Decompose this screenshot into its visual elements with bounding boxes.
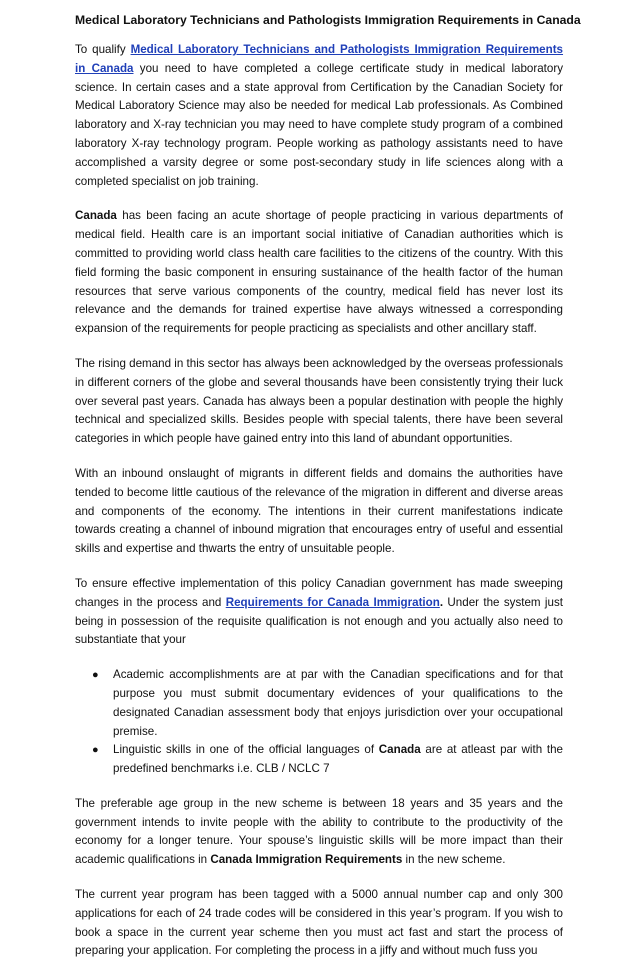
paragraph-text: you need to have completed a college certificate study in medical laboratory science. In certain cases and a state approval from Certification by the Canadian Society for Medical Laboratory Science may also be needed for medical Lab professionals. As Combined laboratory and X-ray technician you may need to have complete study program of a combined laboratory X-ray technology program. People working as pathology assistants need to have accomplished a varsity degree or some post-secondary study in life sciences along with a completed specialist on job training. [75, 61, 564, 188]
bullet-icon: ● [92, 744, 99, 757]
paragraph-qualify [75, 41, 563, 191]
list-item-text: Academic accomplishments are at par with the Canadian specifications and for that purpose you must submit documentary evidences of your qualifications to the designated Canadian assessment body that enjoys jurisdiction over your occupational premise. [113, 668, 563, 738]
list-item [92, 741, 563, 779]
list-item-text: are at atleast par with the predefined benchmarks i.e. CLB / NCLC 7 [113, 743, 563, 776]
period: . [439, 595, 444, 609]
list-item [92, 666, 563, 741]
paragraph-text: Under the system just being in possession of the requisite qualification is not enough and you actually also need to substantiate that your [75, 595, 563, 647]
paragraph-shortage [75, 207, 563, 339]
requirements-list [75, 666, 563, 779]
paragraph-policy [75, 575, 563, 650]
list-item-text: Linguistic skills in one of the official languages of [113, 743, 379, 757]
paragraph-text: To qualify [75, 43, 131, 56]
paragraph-text: To ensure effective implementation of this policy Canadian government has made sweeping changes in the process and [75, 576, 563, 609]
immigration-requirements-link[interactable]: Medical Laboratory Technicians and Pathologists Immigration Requirements in Canada [75, 43, 564, 75]
paragraph-age-group [75, 795, 563, 870]
bold-canada: Canada [75, 209, 117, 223]
bullet-icon: ● [92, 669, 99, 682]
page-title: Medical Laboratory Technicians and Pathologists Immigration Requirements in Canada [75, 13, 581, 27]
bold-requirements: Canada Immigration Requirements [210, 853, 403, 867]
paragraph-text: The preferable age group in the new scheme is between 18 years and 35 years and the government intends to invite people with the ability to contribute to the productivity of the economy for a longer tenure. Your spouse’s linguistic skills will be more impact than their academic qualifications in [75, 796, 563, 867]
document-page [75, 12, 581, 977]
bold-canada: Canada [378, 743, 421, 757]
paragraph-text: has been facing an acute shortage of people practicing in various departments of medical field. Health care is an important social initiative of Canadian authorities which is committed to providing world class health care facilities to the citizens of the country. With this field forming the basic component in ensuring sustainance of the health factor of the human resources that serve various components of the country, medical field has never lost its relevance and the demands for trained expertise have always witnessed a corresponding expansion of the requirements for people practicing as specialists and other ancillary staff. [75, 209, 563, 336]
canada-immigration-link[interactable]: Requirements for Canada Immigration [225, 595, 440, 609]
paragraph-inbound-migrants: With an inbound onslaught of migrants in different fields and domains the authorities have tended to become little cautious of the relevance of the migration in different and diverse areas and components of the economy. The intentions in their current manifestations indicate towards creating a channel of inbound migration that encourages entry of useful and essential skills and expertise and thwarts the entry of unsuitable people. [75, 466, 563, 556]
paragraph-text: in the new scheme. [402, 853, 506, 867]
paragraph-rising-demand: The rising demand in this sector has always been acknowledged by the overseas professionals in different corners of the globe and several thousands have been consistently trying their luck over several past years. Canada has always been a popular destination with people the highly technical and specialized skills. Besides people with special talents, there have been several categories in which people have gained entry into this land of abundant opportunities. [75, 356, 563, 446]
paragraph-current-program: The current year program has been tagged with a 5000 annual number cap and only 300 applications for each of 24 trade codes will be considered in this year’s program. If you wish to book a space in the current year scheme then you must act fast and start the process of preparing your application. For completing the process in a jiffy and without much fuss you [75, 888, 563, 958]
